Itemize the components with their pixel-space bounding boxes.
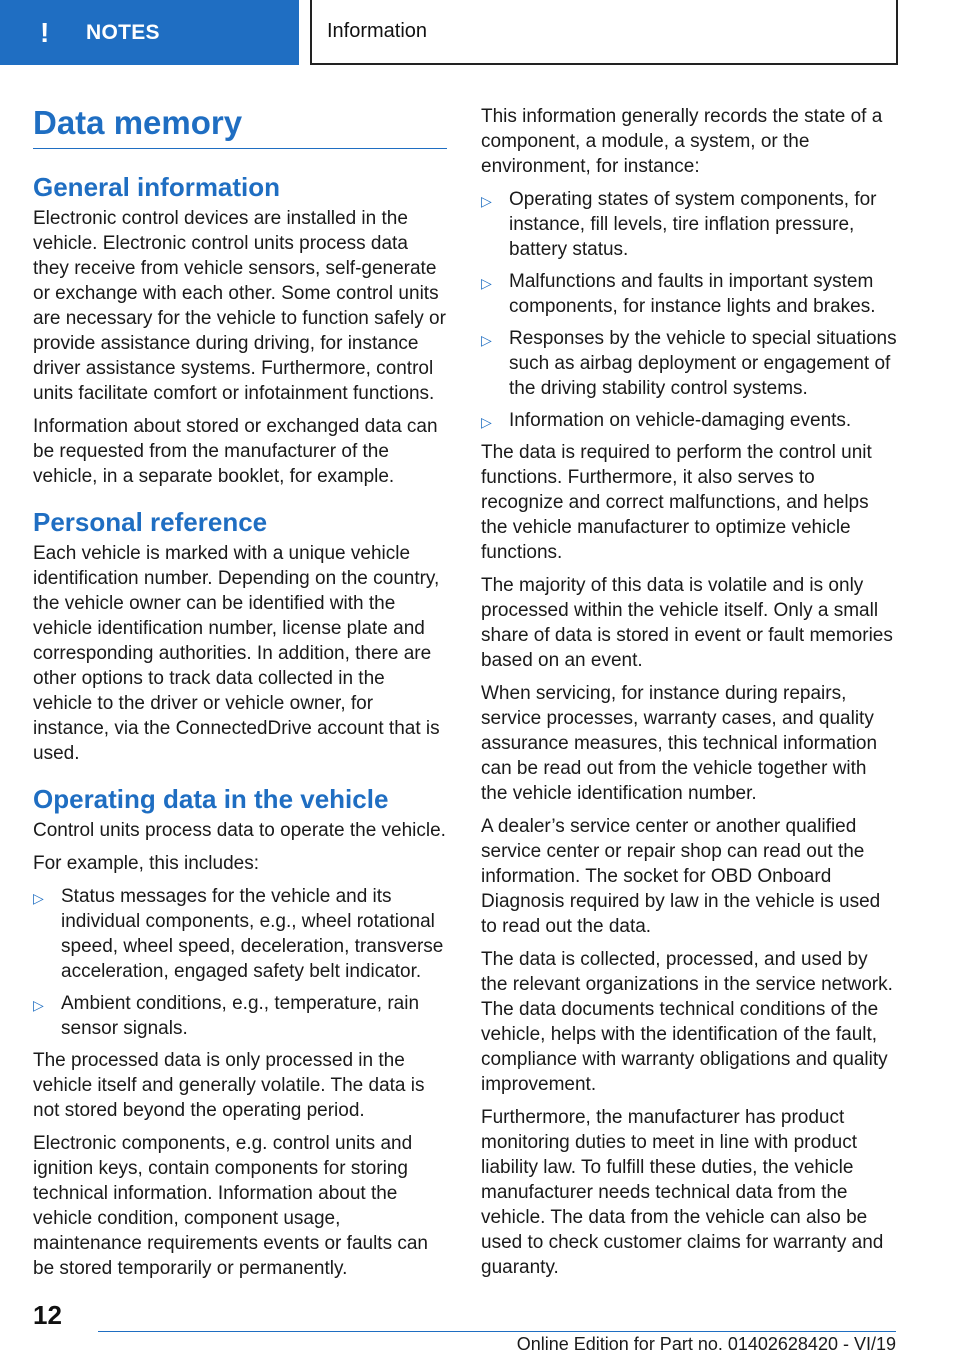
breadcrumb-label: Information [327,20,428,42]
notes-section-tab[interactable] [0,0,299,65]
exclamation-icon: ! [40,16,50,48]
heading-general-information: General information [33,172,281,202]
list-item-text: Operating states of system components, for instance, fill levels, tire inflation pressure, battery status. [509,189,877,260]
list-item [481,187,897,262]
paragraph: Electronic components, e.g. control units and ignition keys, contain components for storing technical information. Information about the vehicle condition, component usage, maintenance requirements events or faults can be stored temporarily or permanently. [33,1133,428,1279]
list-item [481,269,897,319]
triangle-bullet-icon: ▷ [33,997,44,1013]
left-column [33,170,449,1289]
list-item [481,408,897,433]
paragraph: For example, this includes: [33,853,259,874]
paragraph: Furthermore, the manufacturer has product monitoring duties to meet in line with product liability law. To fulfill these duties, the vehicle manufacturer needs technical data from the vehicle. The data from the vehicle can also be used to check customer claims for warranty and guaranty. [481,1107,884,1278]
list-item-text: Malfunctions and faults in important system components, for instance lights and brakes. [509,271,876,317]
list-item-text: Responses by the vehicle to special situations such as airbag deployment or engagement of the driving stability control systems. [509,328,897,399]
page-number: 12 [33,1300,62,1330]
triangle-bullet-icon: ▷ [33,890,44,906]
right-column [481,104,897,1288]
footer-divider [98,1331,896,1332]
bullet-list [33,884,449,1041]
paragraph: Control units process data to operate the vehicle. [33,820,446,841]
bullet-list [481,187,897,433]
list-item [481,326,897,401]
page-title: Data memory [33,102,447,149]
paragraph: The data is required to perform the control unit functions. Furthermore, it also serves to recognize and correct malfunctions, and helps the vehicle manufacturer to optimize vehicle functions. [481,442,872,563]
paragraph: The processed data is only processed in the vehicle itself and generally volatile. The data is not stored beyond the operating period. [33,1050,425,1121]
triangle-bullet-icon: ▷ [481,275,492,291]
list-item [33,991,449,1041]
paragraph: A dealer’s service center or another qualified service center or repair shop can read out the information. The socket for OBD Onboard Diagnosis required by law in the vehicle is used to read out the data. [481,816,881,937]
list-item-text: Status messages for the vehicle and its individual components, e.g., wheel rotational speed, wheel speed, deceleration, transverse acceleration, engaged safety belt indicator. [61,886,444,982]
paragraph: The majority of this data is volatile and is only processed within the vehicle itself. Only a small share of data is stored in event or fault memories based on an event. [481,575,893,671]
triangle-bullet-icon: ▷ [481,193,492,209]
paragraph: When servicing, for instance during repairs, service processes, warranty cases, and quality assurance measures, this technical information can be read out from the vehicle together with the vehicle identification number. [481,683,878,804]
breadcrumb [310,0,898,65]
triangle-bullet-icon: ▷ [481,414,492,430]
paragraph: This information generally records the state of a component, a module, a system, or the environment, for instance: [481,106,883,177]
heading-operating-data: Operating data in the vehicle [33,784,389,814]
triangle-bullet-icon: ▷ [481,332,492,348]
paragraph: The data is collected, processed, and used by the relevant organizations in the service network. The data documents technical conditions of the vehicle, helps with the identification of the fault, compliance with warranty obligations and quality improvement. [481,949,893,1095]
paragraph: Electronic control devices are installed in the vehicle. Electronic control units process data they receive from vehicle sensors, self-generate or exchange with each other. Some control units are necessary for the vehicle to function safely or provide assistance during driving, for instance driver assistance systems. Furthermore, control units facilitate comfort or infotainment functions. [33,208,446,404]
section-tab-label: NOTES [86,20,160,44]
list-item-text: Information on vehicle-damaging events. [509,410,852,431]
paragraph: Each vehicle is marked with a unique vehicle identification number. Depending on the country, the vehicle owner can be identified with the vehicle identification number, license plate and corresponding authorities. In addition, there are other options to track data collected in the vehicle to the driver or vehicle owner, for instance, via the ConnectedDrive account that is used. [33,543,440,764]
heading-personal-reference: Personal reference [33,507,268,537]
paragraph: Information about stored or exchanged data can be requested from the manufacturer of the vehicle, in a separate booklet, for example. [33,416,438,487]
list-item [33,884,449,984]
footer-edition: Online Edition for Part no. 01402628420 - VI/19 [516,1334,896,1354]
list-item-text: Ambient conditions, e.g., temperature, rain sensor signals. [61,993,420,1039]
